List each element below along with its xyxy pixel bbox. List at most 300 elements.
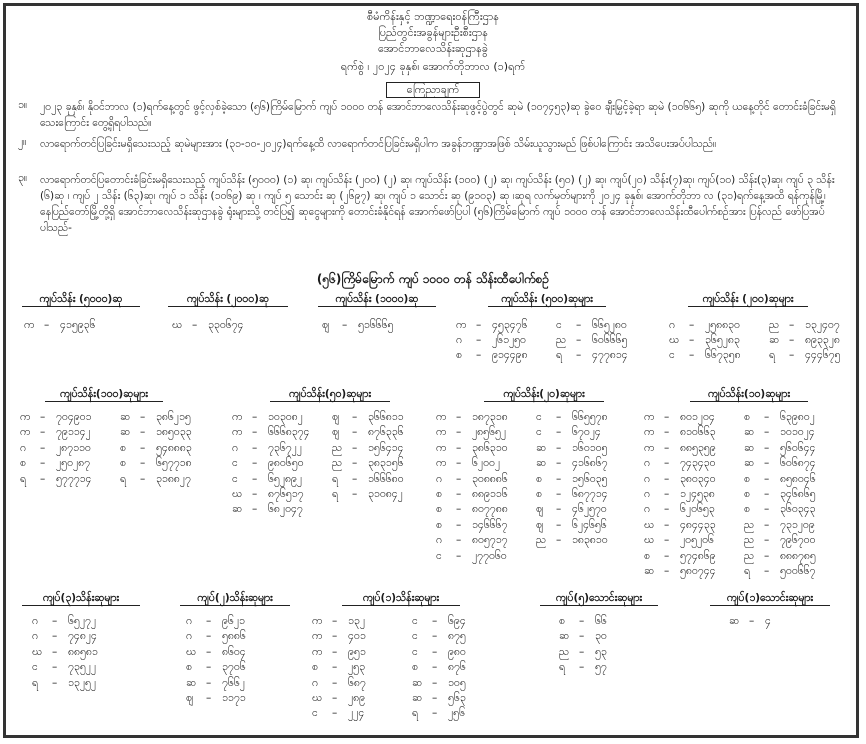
- dash: –: [764, 488, 770, 500]
- dash: –: [664, 457, 670, 469]
- ticket-number: ၂၈၉: [348, 692, 366, 704]
- series-letter: ဆ: [769, 334, 780, 346]
- dash: –: [352, 426, 358, 438]
- series-letter: က: [436, 442, 447, 454]
- ticket-number: ၁၃၂၅၂: [68, 677, 97, 689]
- dash: –: [664, 534, 670, 546]
- ticket-number: ၇၃၅၂၂: [68, 661, 97, 673]
- series-letter: က: [436, 457, 447, 469]
- dash: –: [432, 615, 438, 627]
- dash: –: [40, 426, 46, 438]
- ticket-number: ၁၃၂၄၀၇: [805, 319, 840, 331]
- ticket-number: ၃၈၃၁၅၆: [368, 457, 404, 469]
- series-letter: စ: [744, 411, 750, 423]
- ticket-number: ၁၅၆၄၁၄: [368, 442, 404, 454]
- ticket-number: ၃၆၅၂၈၃: [705, 334, 740, 346]
- ticket-number: ၇၉၆၇၀၀: [780, 534, 816, 546]
- dash: –: [40, 411, 46, 423]
- series-letter: ည: [536, 534, 547, 546]
- dash: –: [252, 442, 258, 454]
- dash: –: [206, 646, 212, 658]
- dash: –: [556, 503, 562, 515]
- ticket-number: ၃၁၈၈၂၇: [156, 473, 191, 485]
- series-letter: ရ: [20, 473, 27, 485]
- series-letter: င: [412, 615, 418, 627]
- prize-group-title: ကျပ်သိန်း (၂၀၀၀)ဆု: [168, 292, 288, 307]
- series-letter: ည: [744, 519, 755, 531]
- dash: –: [664, 488, 670, 500]
- prize-row: [182, 614, 302, 628]
- ticket-number: ၆၂၀၀၂: [472, 457, 501, 469]
- dash: –: [556, 457, 562, 469]
- list-title: (၅၆)ကြိမ်မြောက် ကျပ် ၁၀၀၀ တန် သိန်းထီပေါက်စဉ်: [316, 272, 550, 286]
- dash: –: [332, 661, 338, 673]
- dash: –: [556, 473, 562, 485]
- paragraph-text: လာရောက်တင်ပြတောင်းခံခြင်းမရှိသေးသည့် ကျပ်သိန်း (၅၀၀၀) (၁) ဆု၊ ကျပ်သိန်း (၂၀၀) (၂) ဆု၊ ကျပ်သိန်း (၁၀၀) (၂) ဆု၊ ကျပ်သိန်း (၅၀) (၂) ဆု၊ ကျပ်(၂၀) သိန်း(၇)ဆု၊ ကျပ်(၁၀) သိန်း(၃)ဆု၊ ကျပ် ၃ သိန်း (၆)ဆု ၊ ကျပ် ၂ သိန်း (၆၃)ဆု၊ ကျပ် ၁ သိန်း (၁၀၆၉) ဆု ၊ ကျပ် ၅ သောင်း ဆု (၂၆၉၇) ဆု၊ ကျပ် ၁ သောင်း ဆု (၉၁၀၃) ဆု ၊ဆုရ လက်မှတ်များကို ၂၀၂၄ ခုနှစ်၊ အောက်တိုဘာ လ (၃၁)ရက်နေ့အထိ ရန်ကုန်မြို့၊ နေပြည်တော်မြို့တို့ရှိ အောင်ဘာလေသိန်းဆုဌာနခွဲ ရုံးများသို့ တင်ပြ၍ ဆုငွေများကို တောင်းခံနိုင်ရန် အောက်ဖော်ပြပါ (၅၆)ကြိမ်မြောက် ကျပ် ၁၀၀၀ တန် အောင်ဘာလေသိန်းထီပေါက်စဉ်အား ပြန်လည် ဖော်ပြအပ်ပါသည်-: [40, 174, 835, 234]
- series-letter: င: [536, 426, 542, 438]
- dash: –: [252, 488, 258, 500]
- prize-row: [182, 645, 302, 659]
- dash: –: [252, 503, 258, 515]
- series-letter: စ: [186, 661, 192, 673]
- prize-row: [725, 614, 845, 628]
- dash: –: [140, 457, 146, 469]
- series-letter: ည: [556, 334, 567, 346]
- ticket-number: ၉၁၄၄၉၈: [492, 349, 528, 361]
- series-letter: က: [436, 426, 447, 438]
- series-letter: ဂ: [644, 457, 650, 469]
- series-letter: င: [232, 473, 238, 485]
- dash: –: [352, 442, 358, 454]
- ticket-number: ၈၈၅၈၁: [68, 646, 98, 658]
- series-letter: က: [232, 426, 243, 438]
- ticket-number: ၆၅၇၇၁၈: [156, 457, 192, 469]
- ticket-number: ၇၄၈၂၄: [68, 630, 97, 642]
- ticket-number: ၁၆၀၁၀၅: [572, 442, 608, 454]
- prize-group-title: ကျပ်သိန်း(၂၀)ဆုများ: [484, 387, 604, 402]
- prize-row: [28, 660, 148, 674]
- ticket-number: ၆၆: [595, 615, 607, 627]
- series-letter: ဃ: [186, 646, 197, 658]
- series-letter: က: [232, 411, 243, 423]
- series-letter: စ: [120, 442, 126, 454]
- ticket-number: ၄၄၄၆၇၅: [805, 349, 841, 361]
- prize-row: [308, 614, 508, 628]
- ticket-number: ၆၆၅၂၈၀: [592, 319, 627, 331]
- ticket-number: ၈၇၆၃၃၆: [368, 426, 404, 438]
- series-letter: ဆ: [412, 692, 423, 704]
- series-letter: ည: [744, 534, 755, 546]
- prize-row: [555, 660, 675, 674]
- series-letter: ဈ: [322, 319, 330, 331]
- ticket-number: ၈၀၅၇၁၇: [472, 534, 508, 546]
- dash: –: [749, 615, 755, 627]
- ticket-number: ၄၀၁: [348, 630, 366, 642]
- ticket-number: ၆၈၇: [348, 677, 366, 689]
- ticket-number: ၃၆၆၈၁၁: [368, 411, 404, 423]
- prize-group-title: ကျပ်သိန်း (၅၀၀၀)ဆု: [22, 292, 140, 307]
- dash: –: [764, 519, 770, 531]
- prize-group-title: ကျပ်သိန်း (၅၀၀)ဆုများ: [488, 292, 606, 307]
- ticket-number: ၁၂၄၅၃၈: [680, 488, 715, 500]
- ministry-name: စီမံကိန်းနှင့် ဘဏ္ဍာရေးဝန်ကြီးဌာန: [367, 10, 499, 23]
- series-letter: ဂ: [312, 677, 318, 689]
- prize-row: [432, 487, 632, 501]
- prize-row: [640, 533, 840, 547]
- series-letter: ဃ: [232, 488, 243, 500]
- dash: –: [432, 677, 438, 689]
- prize-row: [432, 456, 632, 470]
- prize-row: [228, 441, 428, 455]
- prize-row: [432, 410, 632, 424]
- prize-row: [20, 318, 140, 332]
- series-letter: ရ: [332, 488, 339, 500]
- dash: –: [432, 630, 438, 642]
- ticket-number: ၇၃၆၇၂၂: [268, 442, 302, 454]
- prize-row: [432, 441, 632, 455]
- ticket-number: ၈၁၀၆၆၃: [680, 426, 716, 438]
- ticket-number: ၄၁၅၉၃၆: [60, 319, 96, 331]
- dash: –: [476, 334, 482, 346]
- ticket-number: ၄၈၄၄၃၃: [680, 519, 716, 531]
- series-letter: ည: [332, 457, 343, 469]
- dash: –: [252, 473, 258, 485]
- dash: –: [764, 411, 770, 423]
- ticket-number: ၆၆၇၃၅၈: [705, 349, 741, 361]
- dash: –: [456, 442, 462, 454]
- series-letter: ဈ: [332, 411, 340, 423]
- ticket-number: ၆၆၅၅၇၈: [572, 411, 608, 423]
- prize-row: [432, 518, 632, 532]
- dash: –: [764, 565, 770, 577]
- series-letter: ရ: [559, 661, 566, 673]
- series-letter: ဂ: [32, 630, 38, 642]
- dash: –: [252, 426, 258, 438]
- ticket-number: ၇၉၁၁၄၂: [56, 426, 91, 438]
- ticket-number: ၅၈၀၇၄၄: [680, 565, 716, 577]
- prize-row: [640, 472, 840, 486]
- prize-row: [228, 456, 428, 470]
- series-letter: က: [436, 411, 447, 423]
- series-letter: င: [669, 349, 675, 361]
- prize-row: [555, 629, 675, 643]
- prize-row: [432, 502, 632, 516]
- prize-row: [432, 472, 632, 486]
- ticket-number: ၅၇၄၈၆၉: [680, 550, 716, 562]
- dash: –: [332, 707, 338, 719]
- series-letter: ဆ: [744, 426, 755, 438]
- dash: –: [252, 411, 258, 423]
- dash: –: [664, 550, 670, 562]
- series-letter: စ: [744, 488, 750, 500]
- series-letter: ရ: [556, 349, 563, 361]
- series-letter: ဈ: [186, 692, 194, 704]
- dash: –: [352, 473, 358, 485]
- series-letter: က: [24, 319, 35, 331]
- dash: –: [432, 707, 438, 719]
- ticket-number: ၈၀၁၂၀၄: [680, 411, 715, 423]
- dash: –: [664, 565, 670, 577]
- paragraph-text: ၂၀၂၃ ခုနှစ်၊ နိုဝင်ဘာလ (၁)ရက်နေ့တွင် ဖွင့်လှစ်ခဲ့သော (၅၆)ကြိမ်မြောက် ကျပ် ၁၀၀၀ တန် အောင်ဘာလေသိန်းဆုဖွင့်ပွဲတွင် ဆုမဲ (၁၀၇၄၅၃)ဆု ခွဲဝေ ချီးမြှင့်ခဲ့ရာ ဆုမဲ (၁၀၆၆၅) ဆုကို ယနေ့တိုင် တောင်းခံခြင်းမရှိသေးကြောင်း တွေ့ရှိရပါသည်။: [40, 101, 836, 129]
- ticket-number: ၂၀၅၂၀၆: [680, 534, 714, 546]
- series-letter: စ: [456, 349, 462, 361]
- dash: –: [476, 319, 482, 331]
- prize-row: [182, 676, 302, 690]
- series-letter: ဆ: [744, 457, 755, 469]
- ticket-number: ၆၀၆၆၆၅: [592, 334, 628, 346]
- paragraph-number: ၃။: [18, 172, 28, 184]
- prize-row: [228, 502, 428, 516]
- ticket-number: ၈၅၈၀၄၆: [780, 473, 816, 485]
- prize-group-title: ကျပ်(၁)သောင်းဆုများ: [710, 591, 830, 606]
- ticket-number: ၅၆၃: [448, 692, 466, 704]
- dash: –: [789, 319, 795, 331]
- dash: –: [456, 488, 462, 500]
- dash: –: [456, 550, 462, 562]
- ticket-number: ၆၆၆၈၃၇၄: [268, 426, 310, 438]
- ticket-number: ၉၆၂၁: [222, 615, 245, 627]
- dash: –: [192, 319, 198, 331]
- prize-row: [28, 629, 148, 643]
- series-letter: င: [32, 661, 38, 673]
- series-letter: က: [644, 411, 655, 423]
- series-letter: စ: [536, 488, 542, 500]
- dash: –: [206, 661, 212, 673]
- series-letter: ဃ: [32, 646, 43, 658]
- ticket-number: ၆၃၉၈၀၂: [780, 411, 815, 423]
- notice-title: ကြေညာချက်: [386, 82, 480, 98]
- series-letter: ဂ: [644, 473, 650, 485]
- dash: –: [432, 646, 438, 658]
- prize-row: [28, 645, 148, 659]
- dash: –: [764, 503, 770, 515]
- ticket-number: ၄: [765, 615, 771, 627]
- ticket-number: ၄၆၂၅၇၀: [572, 503, 607, 515]
- series-letter: ဂ: [186, 615, 192, 627]
- series-letter: စ: [559, 615, 565, 627]
- prize-group-title: ကျပ်(၁)သိန်းဆုများ: [342, 591, 460, 606]
- series-letter: ဆ: [120, 426, 131, 438]
- series-letter: စ: [436, 519, 442, 531]
- prize-row: [308, 676, 508, 690]
- dash: –: [556, 534, 562, 546]
- series-letter: ဆ: [186, 677, 197, 689]
- prize-row: [182, 691, 302, 705]
- prize-row: [308, 660, 508, 674]
- prize-row: [228, 425, 428, 439]
- ticket-number: ၃၄၆၈၆၅: [780, 488, 816, 500]
- series-letter: ဈ: [536, 503, 544, 515]
- ticket-number: ၁၅၆၀၃၅: [572, 473, 608, 485]
- series-letter: ည: [559, 646, 570, 658]
- dash: –: [456, 473, 462, 485]
- prize-row: [452, 318, 652, 332]
- series-letter: ရ: [412, 707, 419, 719]
- prize-group-title: ကျပ်သိန်း (၂၀၀)ဆုများ: [688, 292, 808, 307]
- dash: –: [40, 473, 46, 485]
- prize-row: [308, 645, 508, 659]
- ticket-number: ၇၆၆၂: [222, 677, 245, 689]
- ticket-number: ၈၇၅: [448, 630, 466, 642]
- prize-row: [665, 333, 865, 347]
- dash: –: [40, 442, 46, 454]
- series-letter: စ: [644, 550, 650, 562]
- prize-row: [28, 676, 148, 690]
- dash: –: [579, 630, 585, 642]
- dash: –: [206, 630, 212, 642]
- series-letter: ဆ: [536, 442, 547, 454]
- prize-group-title: ကျပ်သိန်း (၁၀၀၀)ဆု: [318, 292, 436, 307]
- series-letter: စ: [120, 457, 126, 469]
- dash: –: [432, 661, 438, 673]
- prize-row: [555, 614, 675, 628]
- ticket-number: ၂၆၁၂၅၀: [492, 334, 526, 346]
- paragraph-number: ၂။: [18, 136, 27, 148]
- paragraph-number: ၁။: [18, 99, 28, 111]
- series-letter: ဆ: [536, 457, 547, 469]
- dash: –: [40, 457, 46, 469]
- department-name: ပြည်တွင်းအခွန်များဦးစီးဌာန: [378, 26, 488, 39]
- ticket-number: ၆၈၂၀၄၇: [268, 503, 303, 515]
- prize-group-title: ကျပ်(၃)သိန်းဆုများ: [22, 591, 140, 606]
- dash: –: [52, 677, 58, 689]
- series-letter: ဂ: [669, 319, 675, 331]
- ticket-number: ၆၈၇၇၁၄: [572, 488, 608, 500]
- series-letter: က: [644, 426, 655, 438]
- series-letter: ဂ: [436, 534, 442, 546]
- dash: –: [52, 661, 58, 673]
- dash: –: [476, 349, 482, 361]
- prize-row: [16, 425, 216, 439]
- ticket-number: ၅၁၆၆၆၅: [358, 319, 394, 331]
- dash: –: [456, 534, 462, 546]
- dash: –: [456, 426, 462, 438]
- prize-row: [640, 564, 840, 578]
- dash: –: [764, 473, 770, 485]
- dash: –: [332, 646, 338, 658]
- ticket-number: ၆၅၂၈၉၂: [268, 473, 303, 485]
- ticket-number: ၄၅၃၄၇၆: [492, 319, 528, 331]
- series-letter: ရ: [120, 473, 127, 485]
- ticket-number: ၂၅၆: [448, 707, 465, 719]
- series-letter: ဈ: [332, 426, 340, 438]
- dash: –: [332, 630, 338, 642]
- dash: –: [579, 615, 585, 627]
- prize-row: [640, 487, 840, 501]
- series-letter: င: [232, 457, 238, 469]
- ticket-number: ၅၇၇၇၁၄: [56, 473, 92, 485]
- prize-row: [452, 348, 652, 362]
- branch-name: အောင်ဘာလေသိန်းဆုဌာနခွဲ: [378, 42, 488, 55]
- ticket-number: ၆၂၀၆၅၃: [680, 503, 715, 515]
- dash: –: [576, 334, 582, 346]
- dash: –: [689, 334, 695, 346]
- dash: –: [764, 426, 770, 438]
- prize-group-title: ကျပ်(၅)သောင်းဆုများ: [540, 591, 658, 606]
- series-letter: ဃ: [644, 534, 655, 546]
- prize-group-title: ကျပ်သိန်း(၅၀)ဆုများ: [270, 387, 390, 402]
- series-letter: စ: [536, 473, 542, 485]
- series-letter: က: [20, 411, 31, 423]
- series-letter: ရ: [744, 565, 751, 577]
- prize-row: [16, 441, 216, 455]
- prize-row: [182, 629, 302, 643]
- series-letter: က: [644, 442, 655, 454]
- dash: –: [664, 442, 670, 454]
- ticket-number: ၄၇၇၈၁၄: [592, 349, 628, 361]
- dash: –: [556, 488, 562, 500]
- series-letter: ဂ: [436, 473, 442, 485]
- series-letter: စ: [20, 457, 26, 469]
- prize-row: [432, 533, 632, 547]
- series-letter: ဆ: [559, 630, 570, 642]
- ticket-number: ၈၈၈၇၈၅: [780, 550, 816, 562]
- series-letter: ဃ: [669, 334, 680, 346]
- ticket-number: ၈၆၀၄: [222, 646, 246, 658]
- prize-row: [16, 410, 216, 424]
- dash: –: [206, 677, 212, 689]
- ticket-number: ၁၈၅၀၃၃: [156, 426, 192, 438]
- ticket-number: ၁၈၃၈၁၀: [572, 534, 608, 546]
- prize-row: [555, 645, 675, 659]
- series-letter: င: [536, 411, 542, 423]
- ticket-number: ၈၀၇၇၈၈: [472, 503, 508, 515]
- ticket-number: ၅၆၀၆၄၄: [780, 442, 816, 454]
- dash: –: [579, 661, 585, 673]
- ticket-number: ၇၀၄၉၀၁: [56, 411, 92, 423]
- ticket-number: ၁၀၁၀၂၄: [780, 426, 815, 438]
- ticket-number: ၂၅၃: [348, 661, 365, 673]
- ticket-number: ၅၀၀၆၆၇: [780, 565, 816, 577]
- prize-row: [308, 691, 508, 705]
- dash: –: [664, 411, 670, 423]
- prize-row: [228, 487, 428, 501]
- dash: –: [664, 519, 670, 531]
- ticket-number: ၈၇၆: [448, 661, 466, 673]
- prize-row: [28, 614, 148, 628]
- series-letter: ဃ: [172, 319, 183, 331]
- ticket-number: ၁၆၆၆၈၀: [368, 473, 404, 485]
- series-letter: ဂ: [456, 334, 462, 346]
- series-letter: ဂ: [644, 503, 650, 515]
- dash: –: [456, 503, 462, 515]
- series-letter: င: [412, 646, 418, 658]
- ticket-number: ၂၈၅၆၅၂: [472, 426, 507, 438]
- date-line: ရက်စွဲ ၊ ၂၀၂၄ ခုနှစ်၊ အောက်တိုဘာလ (၁)ရက်: [340, 60, 526, 73]
- prize-row: [665, 318, 865, 332]
- ticket-number: ၁၄၆၆၆၇: [472, 519, 508, 531]
- series-letter: ဆ: [412, 677, 423, 689]
- prize-row: [318, 318, 438, 332]
- ticket-number: ၉၈၀၆၅၀: [268, 457, 304, 469]
- series-letter: ဆ: [232, 503, 243, 515]
- dash: –: [44, 319, 50, 331]
- dash: –: [689, 319, 695, 331]
- ticket-number: ၁၃၂: [348, 615, 365, 627]
- ticket-number: ၃၁၀၈၄၂: [368, 488, 403, 500]
- prize-row: [168, 318, 288, 332]
- series-letter: ဆ: [744, 442, 755, 454]
- dash: –: [689, 349, 695, 361]
- series-letter: စ: [436, 503, 442, 515]
- series-letter: င: [556, 319, 562, 331]
- series-letter: ဃ: [312, 692, 323, 704]
- series-letter: ဆ: [729, 615, 740, 627]
- prize-row: [640, 502, 840, 516]
- prize-row: [228, 472, 428, 486]
- prize-row: [452, 333, 652, 347]
- ticket-number: ၃၇၀၆: [222, 661, 246, 673]
